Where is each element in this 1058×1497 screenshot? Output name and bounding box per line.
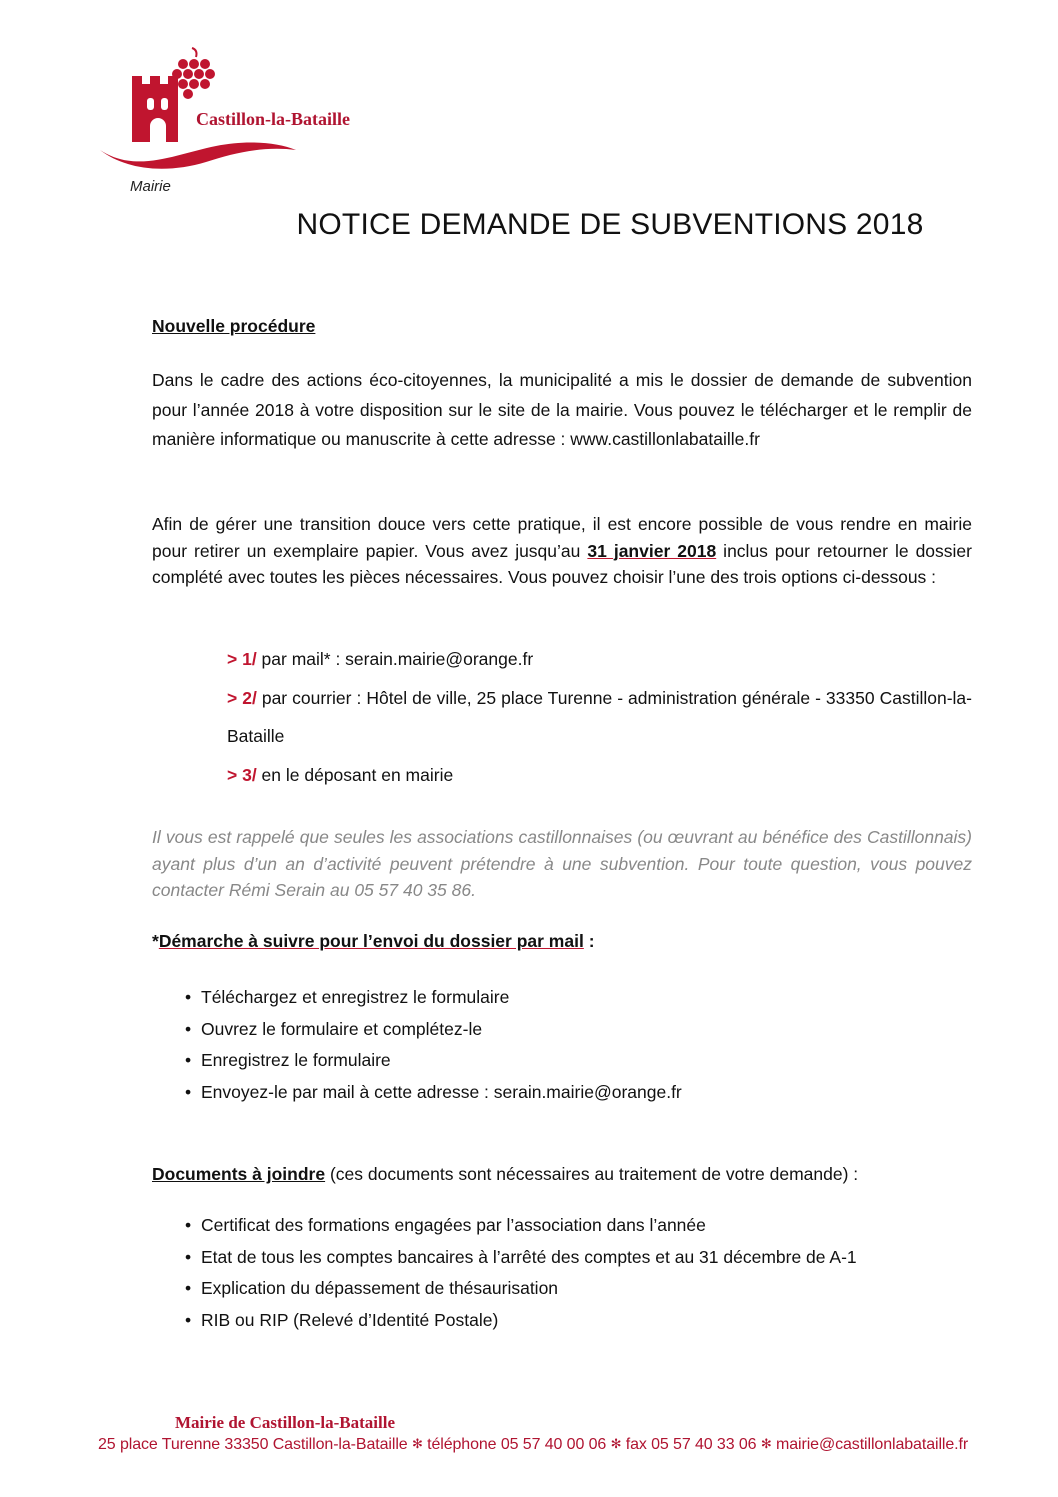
list-item: • Téléchargez et enregistrez le formulaire <box>185 982 682 1014</box>
footer-fax: fax 05 57 40 33 06 <box>625 1436 757 1453</box>
mail-steps-list <box>185 982 682 1108</box>
asterisk: * <box>152 931 159 951</box>
section-heading-mail <box>152 928 972 955</box>
list-item: • RIB ou RIP (Relevé d’Identité Postale) <box>185 1305 857 1337</box>
documents-list <box>185 1210 857 1336</box>
option-text: par mail* : serain.mairie@orange.fr <box>256 649 534 669</box>
star-separator-icon: ✻ <box>760 1436 772 1451</box>
option-number: > 2/ <box>227 687 257 708</box>
list-item: • Etat de tous les comptes bancaires à l’arrêté des comptes et au 31 décembre de A-1 <box>185 1242 857 1274</box>
heading-text: Démarche à suivre pour l’envoi du dossier par mail <box>158 931 584 951</box>
section-heading-documents <box>152 1161 972 1188</box>
star-separator-icon: ✻ <box>411 1436 423 1451</box>
logo-subtitle: Mairie <box>130 178 171 195</box>
options-list <box>227 640 972 794</box>
option-text: par courrier : Hôtel de ville, 25 place Turenne - administration générale - 33350 Castillon-la-Bataille <box>227 687 972 746</box>
logo-name: Castillon-la-Bataille <box>196 109 350 129</box>
footer-address: 25 place Turenne 33350 Castillon-la-Bataille <box>98 1436 408 1453</box>
page-title: NOTICE DEMANDE DE SUBVENTIONS 2018 <box>296 208 924 241</box>
heading-text: Documents à joindre <box>152 1164 326 1184</box>
list-item: • Envoyez-le par mail à cette adresse : serain.mairie@orange.fr <box>185 1077 682 1109</box>
heading-suffix: : <box>583 931 595 951</box>
option-item <box>227 640 972 679</box>
option-item <box>227 756 972 795</box>
option-item <box>227 679 972 756</box>
list-item: • Explication du dépassement de thésaurisation <box>185 1273 857 1305</box>
footer-phone: téléphone 05 57 40 00 06 <box>427 1436 607 1453</box>
para2-before: Afin de gérer une transition douce vers cette pratique, il est encore possible de vous rendre en mairie pour retirer un exemplaire papier. Vous avez jusqu’au <box>152 514 972 561</box>
eligibility-reminder: Il vous est rappelé que seules les associations castillonnaises (ou œuvrant au bénéfice des Castillonnais) ayant plus d’un an d’activité peuvent prétendre à une subvention. Pour toute question, vous pouvez contacter Rémi Serain au 05 57 40 35 86. <box>152 827 972 900</box>
option-number: > 3/ <box>227 764 257 785</box>
option-number: > 1/ <box>227 649 257 669</box>
paragraph-transition <box>152 511 972 591</box>
footer-title: Mairie de Castillon-la-Bataille <box>174 1413 396 1432</box>
section-heading-procedure <box>152 313 972 340</box>
footer-contact-line <box>98 1436 968 1454</box>
list-item: • Enregistrez le formulaire <box>185 1045 682 1077</box>
para2-after: inclus pour retourner le dossier complété avec toutes les pièces nécessaires. Vous pouvez choisir l’une des trois options ci-dessous : <box>152 540 972 587</box>
heading-text: Nouvelle procédure <box>152 316 316 336</box>
footer-email: mairie@castillonlabataille.fr <box>776 1436 969 1453</box>
list-item: • Ouvrez le formulaire et complétez-le <box>185 1014 682 1046</box>
deadline-date: 31 janvier 2018 <box>587 540 717 561</box>
list-item: • Certificat des formations engagées par l’association dans l’année <box>185 1210 857 1242</box>
paragraph-intro: Dans le cadre des actions éco-citoyennes, la municipalité a mis le dossier de demande de subvention pour l’année 2018 à votre disposition sur le site de la mairie. Vous pouvez le télécharger et le remplir de manière informatique ou manuscrite à cette adresse : www.castillonlabataille.fr <box>152 370 972 449</box>
heading-suffix: (ces documents sont nécessaires au traitement de votre demande) : <box>325 1164 859 1184</box>
option-text: en le déposant en mairie <box>256 764 454 785</box>
star-separator-icon: ✻ <box>610 1436 622 1451</box>
